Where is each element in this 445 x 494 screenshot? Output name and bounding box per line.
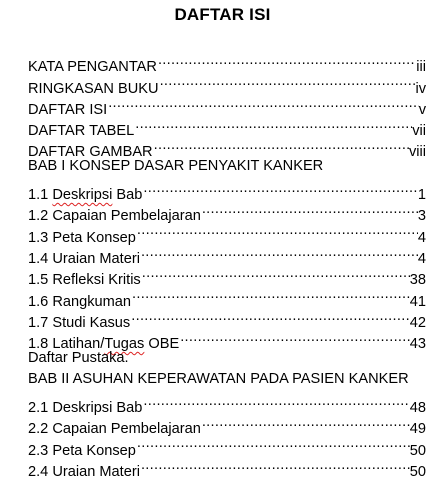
chapter-heading: BAB I KONSEP DASAR PENYAKIT KANKER <box>28 158 324 175</box>
toc-entry <box>28 178 426 204</box>
dot-leader <box>153 135 409 156</box>
dot-leader <box>136 433 410 454</box>
dot-leader <box>201 199 418 220</box>
toc-entry-label: 2.1 Deskripsi Bab <box>28 400 143 417</box>
toc-entry-page: 50 <box>409 442 426 459</box>
toc-entry-page: 43 <box>409 336 426 353</box>
toc-entry <box>28 391 426 417</box>
dot-leader <box>159 71 416 92</box>
toc-entry-label: DAFTAR ISI <box>28 101 108 118</box>
toc-entry-label: 1.2 Capaian Pembelajaran <box>28 208 201 225</box>
toc-entry-page: 38 <box>409 272 426 289</box>
toc-entry-label: 2.2 Capaian Pembelajaran <box>28 421 201 438</box>
toc-entry-page: 48 <box>409 400 426 417</box>
toc-entry-label <box>28 185 142 206</box>
toc-entry-label: DAFTAR TABEL <box>28 123 135 140</box>
toc-entry-page: iv <box>415 80 426 97</box>
entry-text-prefix: Latihan/ <box>52 336 105 353</box>
dot-leader <box>107 93 419 114</box>
dot-leader <box>201 412 410 433</box>
toc-entry-label: 1.4 Uraian Materi <box>28 250 140 267</box>
toc-entry-page: 49 <box>409 421 426 438</box>
toc-entry-page: 42 <box>409 314 426 331</box>
spellcheck-marked-word: Tugas <box>104 336 145 353</box>
entry-text-suffix: Bab <box>112 187 143 204</box>
entry-text-suffix: OBE <box>144 336 180 353</box>
toc-entry-page: 50 <box>409 463 426 480</box>
toc-entry-label: 2.4 Uraian Materi <box>28 463 140 480</box>
entry-number: 1.1 <box>28 187 49 204</box>
dot-leader <box>131 284 410 305</box>
dot-leader <box>130 306 410 327</box>
toc-entry-page: 41 <box>409 293 426 310</box>
bibliography-heading: Daftar Pustaka. <box>28 350 129 367</box>
toc-entry-label: 2.3 Peta Konsep <box>28 442 136 459</box>
toc-entry-page: iii <box>416 59 426 76</box>
toc-entry <box>28 50 426 76</box>
toc-entry-page: 4 <box>417 229 426 246</box>
toc-entry-label: 1.5 Refleksi Kritis <box>28 272 141 289</box>
dot-leader <box>141 263 410 284</box>
toc-entry-page: 1 <box>417 187 426 204</box>
page-title: DAFTAR ISI <box>174 5 271 24</box>
dot-leader <box>157 50 416 71</box>
dot-leader <box>140 455 410 476</box>
toc-entry-label: 1.7 Studi Kasus <box>28 314 131 331</box>
toc-entry-label: RINGKASAN BUKU <box>28 80 159 97</box>
chapter-heading: BAB II ASUHAN KEPERAWATAN PADA PASIEN KANKER <box>28 371 409 388</box>
toc-entry-page: v <box>418 101 426 118</box>
toc-entry-page: vii <box>412 123 426 140</box>
table-of-contents <box>28 50 426 480</box>
dot-leader <box>179 327 410 348</box>
dot-leader <box>140 242 418 263</box>
dot-leader <box>142 178 417 199</box>
dot-leader <box>142 391 409 412</box>
entry-number: 1.8 <box>28 336 49 353</box>
toc-entry-label: DAFTAR GAMBAR <box>28 144 153 161</box>
spellcheck-marked-word: Deskripsi <box>52 187 113 204</box>
toc-entry-page: 4 <box>417 250 426 267</box>
toc-entry-label: 1.3 Peta Konsep <box>28 229 136 246</box>
toc-entry-page: viii <box>408 144 426 161</box>
toc-entry-label: KATA PENGANTAR <box>28 59 157 76</box>
dot-leader <box>136 220 418 241</box>
toc-entry-page: 3 <box>417 208 426 225</box>
dot-leader <box>134 114 412 135</box>
toc-entry-label: 1.6 Rangkuman <box>28 293 132 310</box>
